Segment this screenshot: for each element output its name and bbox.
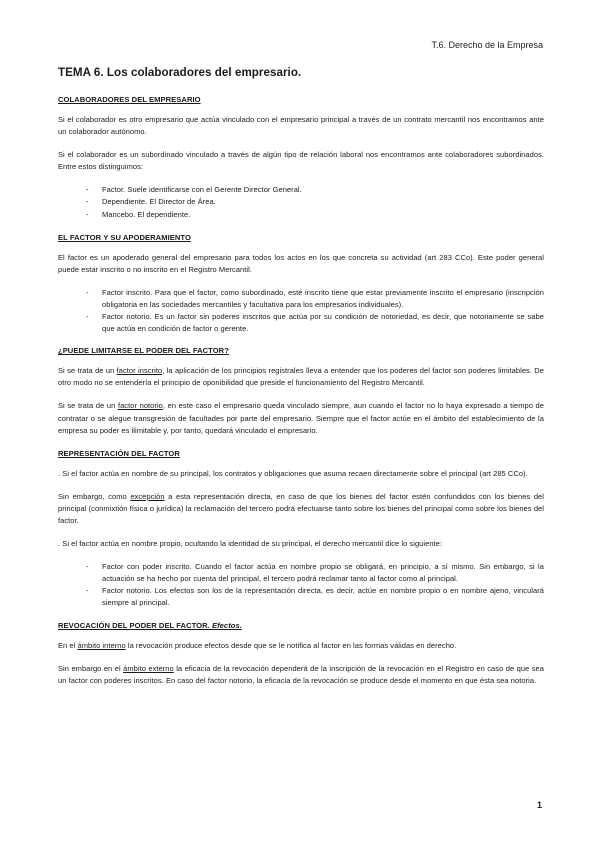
underlined-term: excepción bbox=[130, 491, 165, 501]
list-item: - Factor notorio. Los efectos son los de la representación directa, es decir, actúe en nombre propio o en nombre ajeno, vinculará siempre al principal. bbox=[58, 585, 544, 609]
section-heading-factor: EL FACTOR Y SU APODERAMIENTO bbox=[58, 232, 191, 242]
bullet-list bbox=[58, 287, 544, 335]
bullet-list bbox=[58, 184, 544, 220]
text-run: la revocación produce efectos desde que se le notifica al factor en las formas válidas en derecho. bbox=[125, 640, 457, 650]
list-item: - Factor notorio. Es un factor sin poderes inscritos que actúa por su condición de notoriedad, es decir, que notoriamente se sabe que actúa en condición de factor o gerente. bbox=[58, 311, 544, 335]
text-run: Si se trata de un bbox=[58, 401, 118, 411]
underlined-term: factor notorio bbox=[117, 401, 163, 411]
list-item: - Mancebo. El dependiente. bbox=[58, 209, 544, 221]
paragraph bbox=[58, 640, 544, 652]
section-heading-colaboradores: COLABORADORES DEL EMPRESARIO bbox=[58, 95, 201, 104]
text-run: Si se trata de un bbox=[58, 366, 117, 376]
text-run: , en este caso el empresario queda vinculado siempre, aun cuando el factor no lo haya expresado a tiempo de contratar o se alegue transgresión de facultades por parte del empresario. Siempre que el factor actúe en el ámbito del establecimiento de la empresa su poder es ilimitable y, por tanto, quedará vinculado el empresario. bbox=[58, 401, 544, 435]
underlined-term: ámbito interno bbox=[77, 640, 126, 650]
paragraph: . Si el factor actúa en nombre de su principal, los contratos y obligaciones que asuma recaen directamente sobre el principal (art 285 CCo). bbox=[58, 468, 528, 478]
page-number: 1 bbox=[537, 800, 543, 810]
paragraph: . Si el factor actúa en nombre propio, ocultando la identidad de su principal, el derecho mercantil dice lo siguiente: bbox=[58, 539, 443, 549]
running-header: T.6. Derecho de la Empresa bbox=[431, 40, 543, 50]
paragraph bbox=[58, 491, 544, 527]
underlined-term: factor inscrito bbox=[116, 366, 163, 376]
paragraph bbox=[58, 365, 544, 389]
text-run: Sin embargo en el bbox=[58, 663, 124, 673]
section-heading-limitar: ¿PUEDE LIMITARSE EL PODER DEL FACTOR? bbox=[58, 346, 229, 356]
page-title: TEMA 6. Los colaboradores del empresario. bbox=[58, 66, 302, 79]
list-item: - Factor. Suele identificarse con el Gerente Director General. bbox=[58, 184, 544, 196]
text-run: Sin embargo, como bbox=[58, 491, 131, 501]
paragraph: Si el colaborador es otro empresario que actúa vinculado con el empresario principal a través de un contrato mercantil nos encontramos ante un colaborador autónomo. bbox=[58, 115, 544, 137]
list-item: - Factor inscrito. Para que el factor, como subordinado, esté inscrito tiene que estar previamente inscrito el empresario (inscripción obligatoria en las sociedades mercantiles y facultativa para los empresarios individuales). bbox=[58, 287, 544, 311]
heading-emphasis: Efectos. bbox=[211, 620, 242, 630]
paragraph bbox=[58, 663, 544, 687]
underlined-term: ámbito externo bbox=[123, 663, 174, 673]
paragraph: Si el colaborador es un subordinado vinculado a través de algún tipo de relación laboral nos encontramos ante colaboradores subordinados. Entre estos distinguimos: bbox=[58, 150, 544, 172]
document-body bbox=[58, 66, 544, 698]
paragraph bbox=[58, 400, 544, 436]
list-item: - Dependiente. El Director de Área. bbox=[58, 196, 544, 208]
section-heading-revocacion bbox=[58, 620, 544, 632]
text-run: la eficacia de la revocación dependerá de la inscripción de la revocación en el Registro en caso de que sea un factor con poderes inscritos. En caso del factor notorio, la eficacia de la revocación se produce desde el momento en que ésta sea notoria. bbox=[58, 663, 544, 685]
text-run: En el bbox=[58, 640, 78, 650]
text-run: a esta representación directa, en caso de que los bienes del factor estén confundidos con los bienes del principal (conmixtión física o jurídica) la reclamación del tercero podrá efectuarse tanto sobre los bienes del principal como sobre los bienes del factor. bbox=[58, 491, 544, 525]
list-item: - Factor con poder inscrito. Cuando el factor actúa en nombre propio se obligará, en principio, a sí mismo. Sin embargo, si la actuación se ha hecho por cuenta del principal, el tercero podrá reclamar tanto al factor como al principal. bbox=[58, 561, 544, 585]
section-heading-representacion: REPRESENTACIÓN DEL FACTOR bbox=[58, 448, 180, 458]
text-run: , la aplicación de los principios registrales lleva a entender que los poderes del factor son poderes limitables. De otro modo no se entendería el principio de oponibilidad que preside el funcionamiento del Registro Mercantil. bbox=[58, 366, 544, 388]
paragraph: El factor es un apoderado general del empresario para todos los actos en los que concreta su actividad (art 283 CCo). Este poder general puede estar inscrito o no inscrito en el Registro Mercantil. bbox=[58, 252, 544, 274]
heading-text: REVOCACIÓN DEL PODER DEL FACTOR. bbox=[58, 620, 212, 630]
bullet-list bbox=[58, 561, 544, 609]
